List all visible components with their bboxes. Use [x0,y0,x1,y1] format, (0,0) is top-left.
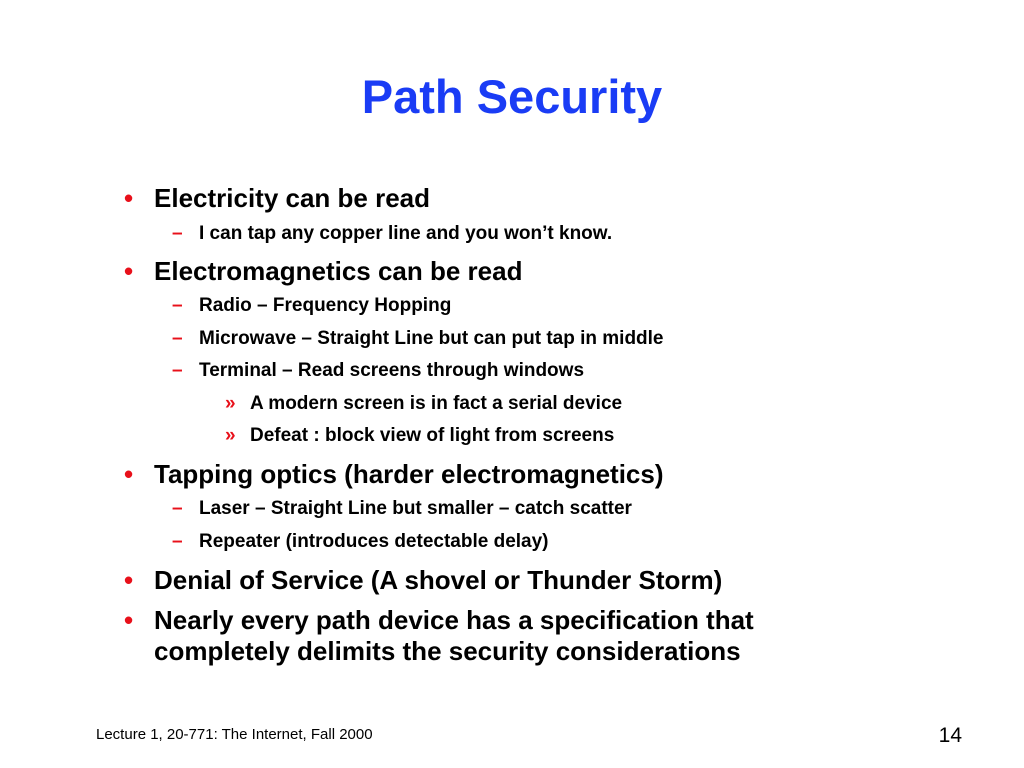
dash-marker: – [172,295,183,316]
bullet-marker: • [124,565,134,595]
bullet-marker: • [124,605,134,635]
sub-sub-bullet-serial: A modern screen is in fact a serial device [250,393,623,414]
sub-bullet-radio: Radio – Frequency Hopping [199,295,452,316]
sub-bullet-terminal: Terminal – Read screens through windows [199,360,585,381]
chevron-marker: » [225,425,236,446]
bullet-marker: • [124,256,134,286]
footer-lecture-info: Lecture 1, 20-771: The Internet, Fall 2000 [96,726,373,743]
sub-bullet-repeater: Repeater (introduces detectable delay) [199,531,549,552]
dash-marker: – [172,328,183,349]
dash-marker: – [172,223,183,244]
chevron-marker: » [225,393,236,414]
bullet-marker: • [124,459,134,489]
bullet-electromagnetics: Electromagnetics can be read [154,256,523,286]
bullet-path-device-line1: Nearly every path device has a specification that [154,605,754,635]
sub-bullet-microwave: Microwave – Straight Line but can put tap in middle [199,328,664,349]
bullet-marker: • [124,183,134,213]
dash-marker: – [172,531,183,552]
dash-marker: – [172,498,183,519]
sub-bullet-copper: I can tap any copper line and you won’t know. [199,223,613,244]
bullet-electricity: Electricity can be read [154,183,431,213]
page-number: 14 [938,724,962,747]
bullet-denial-of-service: Denial of Service (A shovel or Thunder Storm) [154,565,723,595]
slide-title: Path Security [361,70,663,123]
bullet-tapping-optics: Tapping optics (harder electromagnetics) [154,459,664,489]
sub-bullet-laser: Laser – Straight Line but smaller – catch scatter [199,498,632,519]
bullet-path-device-line2: completely delimits the security considerations [154,636,741,666]
sub-sub-bullet-defeat: Defeat : block view of light from screens [250,425,615,446]
dash-marker: – [172,360,183,381]
